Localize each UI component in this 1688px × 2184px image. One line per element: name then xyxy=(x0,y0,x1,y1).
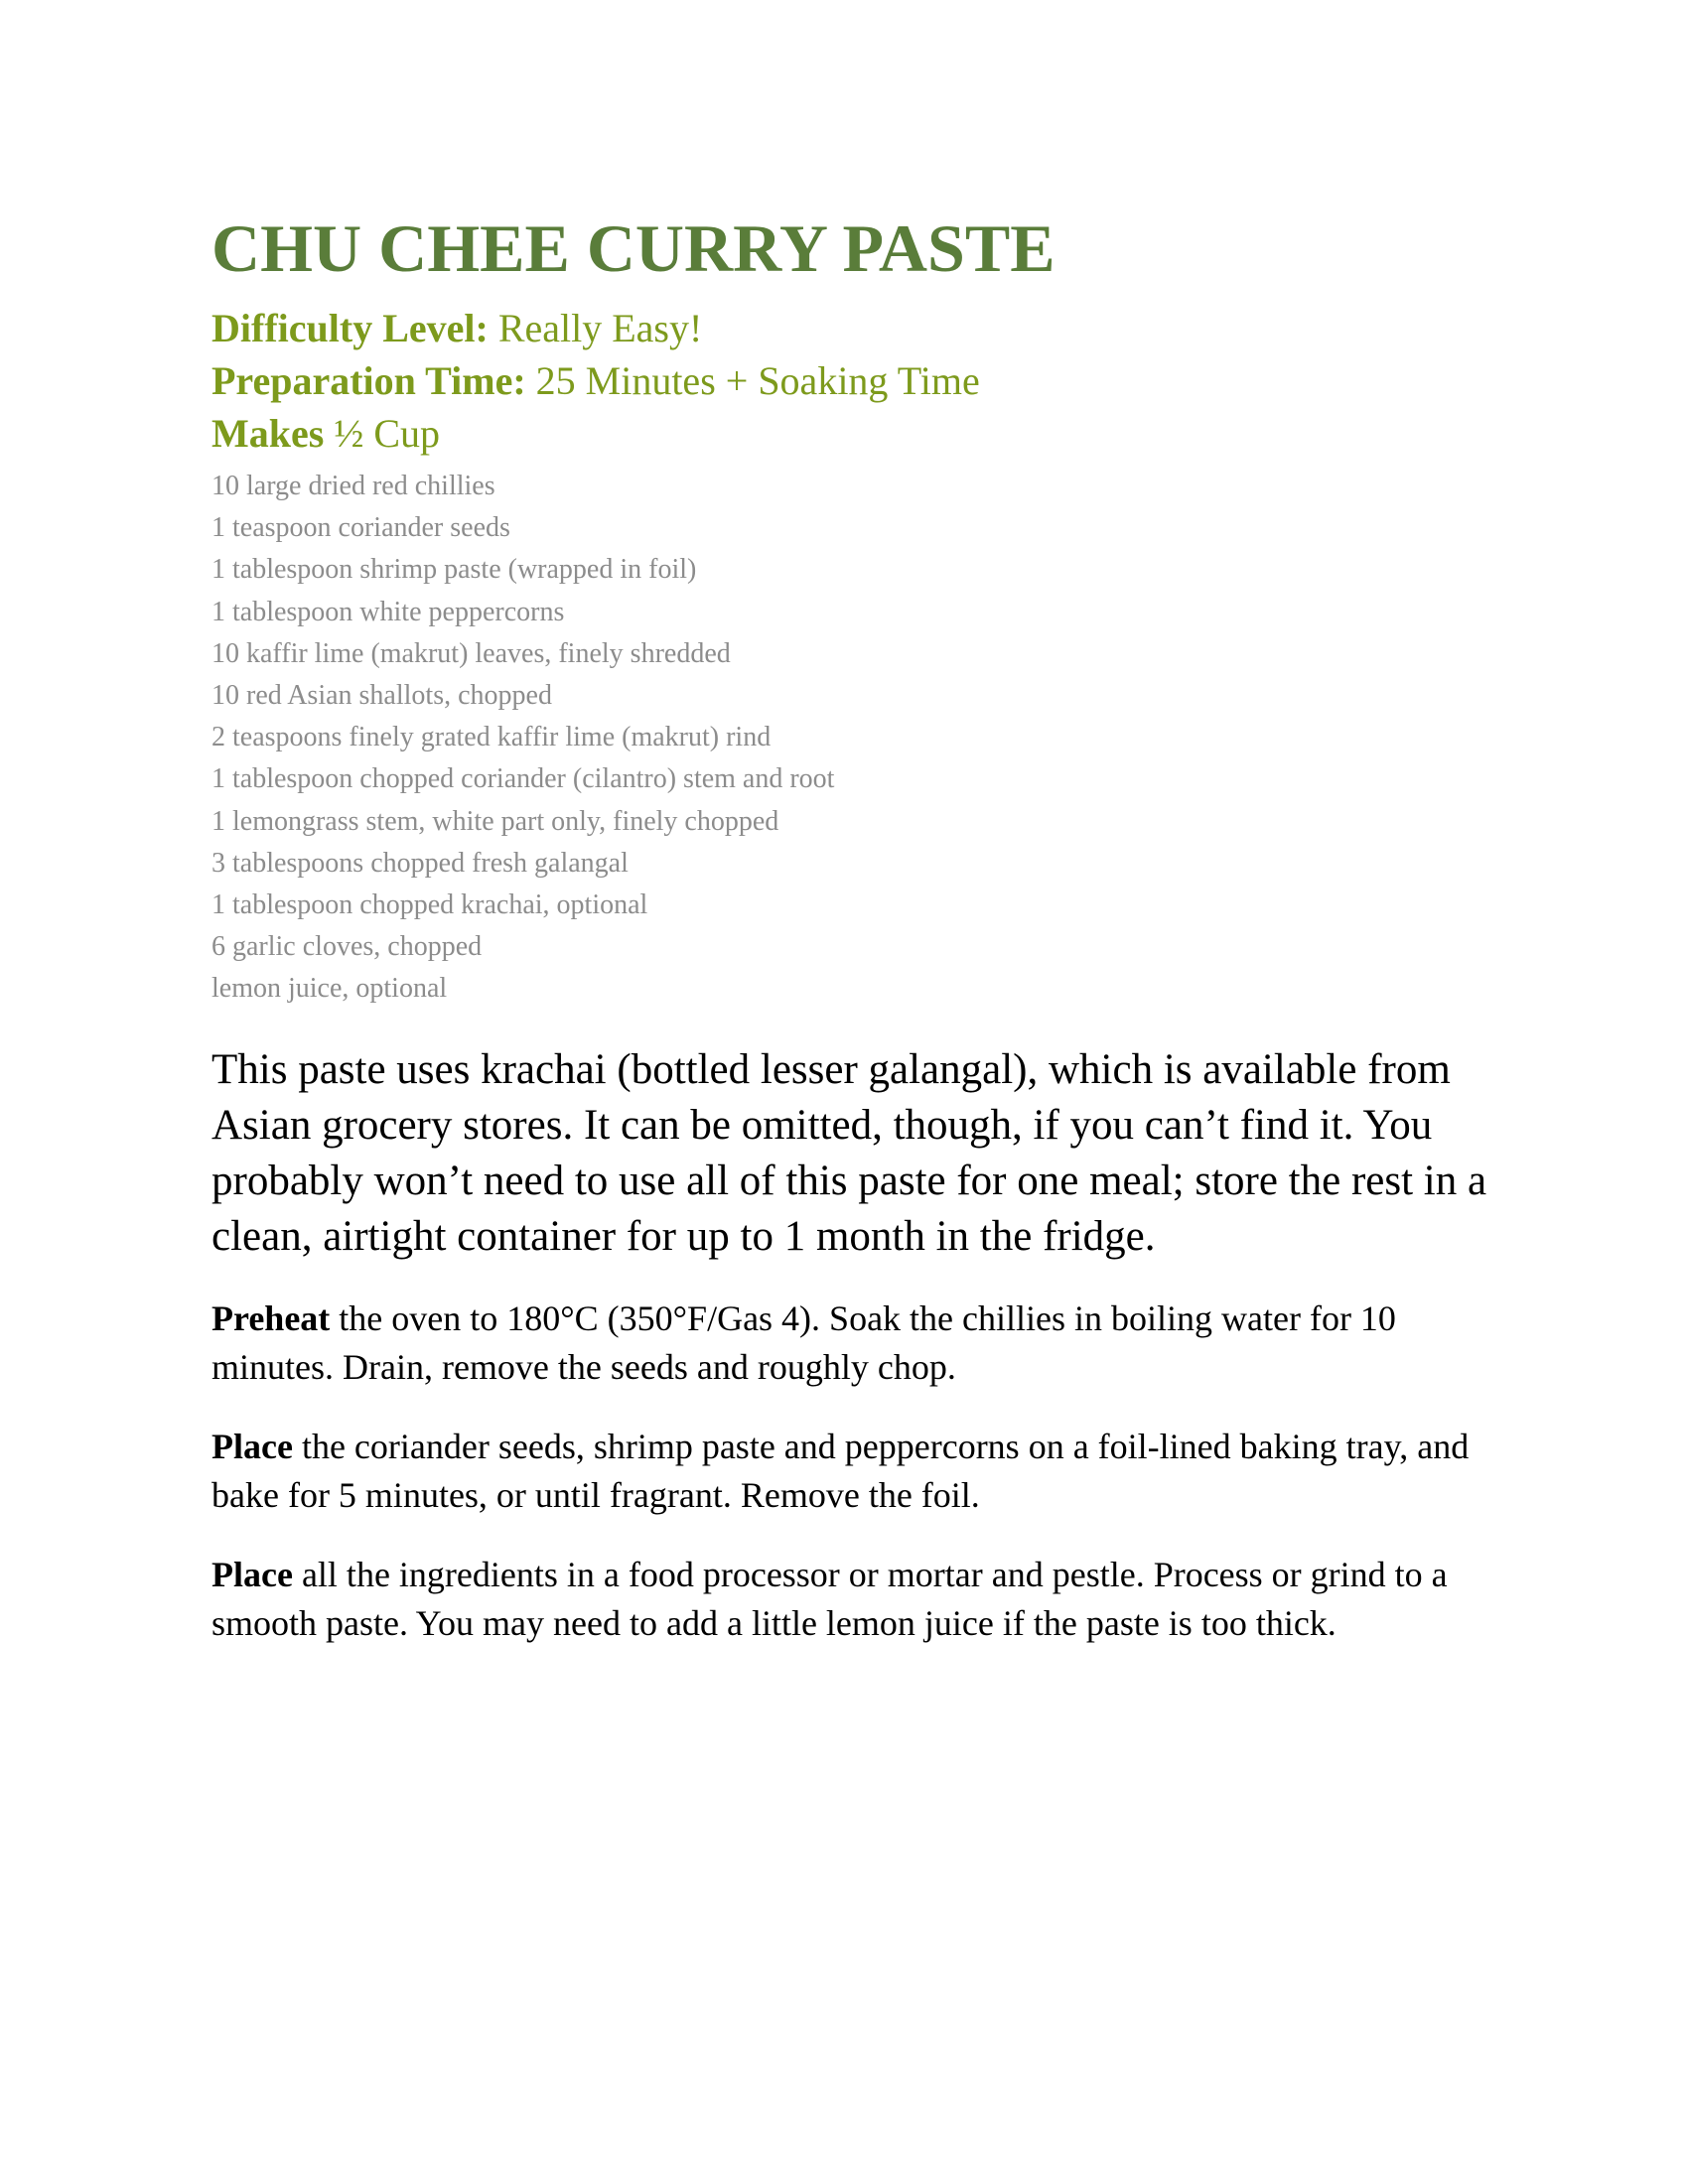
ingredient-item: lemon juice, optional xyxy=(211,973,448,1005)
step-text: all the ingredients in a food processor or mortar and pestle. Process or grind to a smooth paste. You may need to add a little lemon juice if the paste is too thick. xyxy=(211,1554,1448,1644)
prep-time-label: Preparation Time: xyxy=(211,358,526,403)
ingredient-item: 10 large dried red chillies xyxy=(211,471,495,501)
ingredient-item: 3 tablespoons chopped fresh galangal xyxy=(211,847,629,879)
step-verb: Place xyxy=(211,1554,293,1594)
makes-label: Makes xyxy=(211,411,325,456)
ingredient-list xyxy=(211,466,1502,1011)
makes-value: ½ Cup xyxy=(334,411,441,456)
ingredient-item: 1 teaspoon coriander seeds xyxy=(211,512,510,544)
step-verb: Place xyxy=(211,1426,293,1466)
difficulty-line xyxy=(211,302,1502,354)
ingredient-item: 1 tablespoon chopped krachai, optional xyxy=(211,889,648,921)
method-step xyxy=(211,1551,1502,1649)
step-text: the oven to 180°C (350°F/Gas 4). Soak the chillies in boiling water for 10 minutes. Drain, remove the seeds and roughly chop. xyxy=(211,1297,1396,1388)
ingredient-item: 1 tablespoon white peppercorns xyxy=(211,596,565,627)
ingredient-item: 6 garlic cloves, chopped xyxy=(211,931,483,963)
ingredient-item: 10 red Asian shallots, chopped xyxy=(211,680,552,712)
ingredient-item: 10 kaffir lime (makrut) leaves, finely shredded xyxy=(211,637,731,669)
prep-time-value: 25 Minutes + Soaking Time xyxy=(535,358,980,403)
step-verb: Preheat xyxy=(211,1297,331,1338)
ingredient-item: 1 tablespoon chopped coriander (cilantro) stem and root xyxy=(211,763,835,795)
ingredient-item: 1 tablespoon shrimp paste (wrapped in foil) xyxy=(211,554,697,586)
prep-time-line xyxy=(211,354,1502,407)
step-text: the coriander seeds, shrimp paste and peppercorns on a foil-lined baking tray, and bake for 5 minutes, or until fragrant. Remove the foil. xyxy=(211,1426,1470,1516)
recipe-page xyxy=(211,208,1502,1649)
ingredient-item: 1 lemongrass stem, white part only, finely chopped xyxy=(211,805,779,837)
difficulty-label: Difficulty Level: xyxy=(211,306,489,350)
intro-paragraph: This paste uses krachai (bottled lesser galangal), which is available from Asian grocery stores. It can be omitted, though, if you can’t find it. You probably won’t need to use all of this paste for one meal; store the rest in a clean, airtight container for up to 1 month in the fridge. xyxy=(211,1045,1487,1260)
recipe-title: CHU CHEE CURRY PASTE xyxy=(211,210,1055,286)
method-step xyxy=(211,1423,1502,1521)
ingredient-item: 2 teaspoons finely grated kaffir lime (makrut) rind xyxy=(211,722,772,753)
makes-line xyxy=(211,407,1502,460)
method-step xyxy=(211,1295,1502,1393)
difficulty-value: Really Easy! xyxy=(497,306,703,350)
